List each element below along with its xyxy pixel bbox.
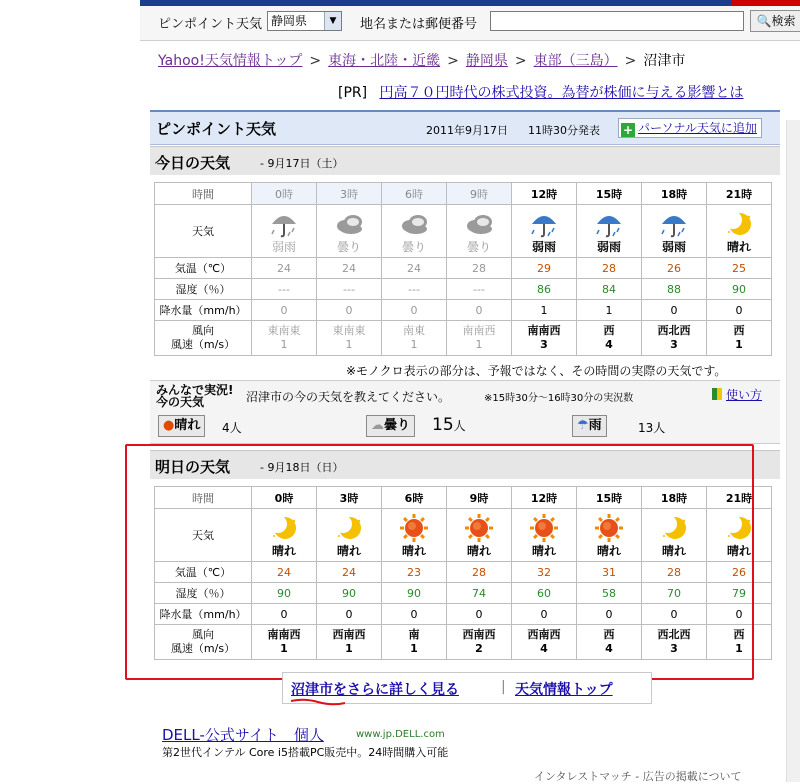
weather-top-link[interactable]: 天気情報トップ: [515, 682, 613, 698]
cloud-icon: ☁: [371, 418, 384, 433]
today-wind-speed-3: 1: [475, 338, 483, 351]
minna-title-line2: 今の天気: [156, 395, 205, 409]
tomorrow-weather-text-6: 晴れ: [661, 544, 686, 558]
today-wind-speed-4: 3: [540, 338, 548, 351]
today-wind-dir-0: 東南東: [267, 324, 301, 337]
today-humidity-0: ---: [252, 279, 317, 300]
today-humidity-7: 90: [707, 279, 772, 300]
temp-label: 気温（℃）: [155, 562, 252, 583]
breadcrumb-separator: >: [309, 53, 322, 69]
tomorrow-humidity-5: 58: [577, 583, 642, 604]
tomorrow-hour-1: 3時: [317, 487, 382, 509]
today-wind-7: [707, 321, 772, 356]
today-precip-7: 0: [707, 300, 772, 321]
today-hour-6: 18時: [642, 183, 707, 205]
today-section-header: [150, 146, 780, 175]
breadcrumb: [158, 50, 685, 70]
today-weather-text-5: 弱雨: [596, 240, 621, 254]
tomorrow-temp-4: 32: [512, 562, 577, 583]
today-weather-text-1: 曇り: [336, 240, 361, 254]
umbrella-icon: [269, 210, 299, 238]
today-precip-0: 0: [252, 300, 317, 321]
tomorrow-hour-4: 12時: [512, 487, 577, 509]
pr-link[interactable]: 円高７０円時代の株式投資。為替が株価に与える影響とは: [379, 85, 744, 101]
humidity-label: 湿度（％）: [155, 583, 252, 604]
today-wind-dir-7: 西: [733, 324, 745, 337]
today-wind-0: [252, 321, 317, 356]
weather-label: 天気: [155, 509, 252, 562]
ad-url: www.jp.DELL.com: [356, 729, 445, 740]
humidity-label: 湿度（％）: [155, 279, 252, 300]
today-weather-cell-3: [447, 205, 512, 258]
tomorrow-hour-7: 21時: [707, 487, 772, 509]
today-weather-cell-5: [577, 205, 642, 258]
today-weather-row: [155, 205, 772, 258]
announce-date: 2011年9月17日: [426, 124, 508, 137]
breadcrumb-yahoo-weather-top[interactable]: Yahoo!天気情報トップ: [158, 53, 303, 69]
links-separator: |: [501, 679, 506, 695]
howto-link[interactable]: [712, 386, 762, 403]
beginner-mark-icon: [712, 388, 722, 400]
today-temp-7: 25: [707, 258, 772, 279]
place-input[interactable]: [490, 11, 744, 31]
tomorrow-weather-text-1: 晴れ: [336, 544, 361, 558]
today-wind-1: [317, 321, 382, 356]
numazu-detail-link[interactable]: 沼津市をさらに詳しく見る: [291, 682, 459, 698]
today-weather-text-2: 曇り: [401, 240, 426, 254]
today-wind-dir-6: 西北西: [657, 324, 691, 337]
vote-sunny-count: 4人: [222, 421, 242, 435]
today-temp-6: 26: [642, 258, 707, 279]
tomorrow-temp-7: 26: [707, 562, 772, 583]
breadcrumb-tokai[interactable]: 東海・北陸・近畿: [328, 53, 441, 69]
pr-tag: [PR]: [338, 85, 368, 101]
breadcrumb-separator: >: [624, 53, 637, 69]
add-personal-weather-button[interactable]: [618, 118, 762, 138]
tomorrow-temp-1: 24: [317, 562, 382, 583]
today-wind-6: [642, 321, 707, 356]
today-hour-3: 9時: [447, 183, 512, 205]
cloud-icon: [399, 210, 429, 238]
tomorrow-wind-dir-6: 西北西: [657, 628, 691, 641]
red-annotation-box: [125, 444, 754, 680]
tomorrow-humidity-4: 60: [512, 583, 577, 604]
tomorrow-weather-text-0: 晴れ: [271, 544, 296, 558]
today-wind-speed-1: 1: [345, 338, 353, 351]
today-temp-2: 24: [382, 258, 447, 279]
today-temp-0: 24: [252, 258, 317, 279]
tomorrow-wind-dir-5: 西: [603, 628, 615, 641]
today-wind-row: [155, 321, 772, 356]
top-stripe: [140, 0, 800, 6]
today-weather-text-6: 弱雨: [661, 240, 686, 254]
today-precip-row: [155, 300, 772, 321]
interest-match-footer[interactable]: インタレストマッチ - 広告の掲載について: [534, 770, 742, 783]
tomorrow-humidity-1: 90: [317, 583, 382, 604]
pinpoint-title: ピンポイント天気: [156, 120, 277, 138]
tomorrow-wind-speed-2: 1: [410, 642, 418, 655]
today-humidity-5: 84: [577, 279, 642, 300]
umbrella-icon: [594, 210, 624, 238]
top-red-tab: [732, 0, 800, 6]
moon-icon: [724, 210, 754, 238]
tomorrow-wind-speed-0: 1: [280, 642, 288, 655]
pr-line: [338, 82, 744, 102]
cloud-icon: [334, 210, 364, 238]
today-weather-text-0: 弱雨: [271, 240, 296, 254]
vote-cloudy-button[interactable]: [366, 415, 415, 437]
today-wind-5: [577, 321, 642, 356]
precip-label: 降水量（mm/h）: [155, 300, 252, 321]
tomorrow-humidity-7: 79: [707, 583, 772, 604]
umbrella-icon: ☂: [577, 418, 589, 433]
breadcrumb-separator: >: [514, 53, 527, 69]
tomorrow-wind-speed-4: 4: [540, 642, 548, 655]
tomorrow-weather-text-7: 晴れ: [726, 544, 751, 558]
today-precip-1: 0: [317, 300, 382, 321]
today-title: 今日の天気: [155, 154, 231, 172]
today-weather-cell-1: [317, 205, 382, 258]
today-wind-2: [382, 321, 447, 356]
tomorrow-weather-text-3: 晴れ: [466, 544, 491, 558]
tomorrow-precip-2: 0: [382, 604, 447, 625]
sun-icon: ●: [163, 418, 175, 433]
tomorrow-hour-5: 15時: [577, 487, 642, 509]
today-wind-dir-5: 西: [603, 324, 615, 337]
tomorrow-humidity-3: 74: [447, 583, 512, 604]
tomorrow-humidity-2: 90: [382, 583, 447, 604]
tomorrow-wind-speed-7: 1: [735, 642, 743, 655]
minna-question: 沼津市の今の天気を教えてください。: [246, 390, 451, 404]
tomorrow-temp-6: 28: [642, 562, 707, 583]
minna-range: ※15時30分～16時30分の実況数: [484, 393, 634, 404]
search-button[interactable]: [750, 10, 800, 32]
vote-cloudy-number: 15: [432, 415, 454, 435]
weather-label: 天気: [155, 205, 252, 258]
today-wind-speed-7: 1: [735, 338, 743, 351]
breadcrumb-east[interactable]: 東部（三島）: [533, 53, 618, 69]
tomorrow-wind-speed-5: 4: [605, 642, 613, 655]
today-temp-3: 28: [447, 258, 512, 279]
add-personal-label: パーソナル天気に追加: [638, 121, 757, 135]
tomorrow-date: - 9月18日（日）: [260, 461, 344, 474]
today-humidity-2: ---: [382, 279, 447, 300]
today-wind-dir-3: 南南西: [462, 324, 496, 337]
today-weather-text-4: 弱雨: [531, 240, 556, 254]
today-weather-cell-7: [707, 205, 772, 258]
today-date: - 9月17日（土）: [260, 157, 344, 170]
tomorrow-wind-dir-2: 南: [408, 628, 420, 641]
red-annotation-squiggle: [290, 697, 346, 707]
tomorrow-hour-3: 9時: [447, 487, 512, 509]
wind-label: [155, 321, 252, 356]
today-humidity-6: 88: [642, 279, 707, 300]
search-button-label: 検索: [771, 14, 796, 28]
vote-cloudy-label: 曇り: [384, 418, 411, 433]
monochrome-note: ※モノクロ表示の部分は、予報ではなく、その時間の実際の天気です。: [346, 364, 727, 378]
tomorrow-wind-dir-4: 西南西: [527, 628, 561, 641]
wind-dir-label: 風向: [192, 324, 214, 337]
breadcrumb-current: 沼津市: [643, 53, 686, 69]
vote-cloudy-count: [432, 415, 466, 435]
today-hour-0: 0時: [252, 183, 317, 205]
tomorrow-precip-3: 0: [447, 604, 512, 625]
today-wind-dir-1: 東南東: [332, 324, 366, 337]
today-weather-cell-4: [512, 205, 577, 258]
tomorrow-precip-4: 0: [512, 604, 577, 625]
vote-cloudy-unit: 人: [453, 419, 466, 433]
today-humidity-1: ---: [317, 279, 382, 300]
minna-title: [156, 384, 233, 408]
breadcrumb-separator: >: [447, 53, 459, 69]
tomorrow-temp-0: 24: [252, 562, 317, 583]
today-temp-4: 29: [512, 258, 577, 279]
vote-sunny-button[interactable]: [158, 415, 205, 437]
search-icon: 🔍: [756, 14, 772, 28]
today-precip-2: 0: [382, 300, 447, 321]
today-wind-dir-4: 南南西: [527, 324, 561, 337]
umbrella-icon: [529, 210, 559, 238]
search-label: ピンポイント天気: [158, 17, 263, 32]
today-wind-speed-2: 1: [410, 338, 418, 351]
tomorrow-wind-speed-1: 1: [345, 642, 353, 655]
today-precip-5: 1: [577, 300, 642, 321]
tomorrow-precip-0: 0: [252, 604, 317, 625]
today-weather-cell-2: [382, 205, 447, 258]
today-humidity-row: [155, 279, 772, 300]
vote-sunny-label: 晴れ: [174, 418, 201, 433]
chevron-down-icon[interactable]: ▼: [324, 12, 341, 30]
time-label: 時間: [155, 487, 252, 509]
today-weather-text-7: 晴れ: [726, 240, 751, 254]
today-temp-row: [155, 258, 772, 279]
today-hour-4: 12時: [512, 183, 577, 205]
tomorrow-precip-5: 0: [577, 604, 642, 625]
wind-speed-label: 風速（m/s）: [170, 642, 236, 655]
tomorrow-humidity-0: 90: [252, 583, 317, 604]
vote-rain-button[interactable]: [572, 415, 607, 437]
today-hour-7: 21時: [707, 183, 772, 205]
tomorrow-title: 明日の天気: [155, 458, 231, 476]
today-temp-5: 28: [577, 258, 642, 279]
today-weather-cell-6: [642, 205, 707, 258]
place-label: 地名または郵便番号: [360, 17, 478, 32]
vote-rain-label: 雨: [588, 418, 602, 433]
precip-label: 降水量（mm/h）: [155, 604, 252, 625]
breadcrumb-shizuoka[interactable]: 静岡県: [465, 53, 508, 69]
tomorrow-temp-5: 31: [577, 562, 642, 583]
tomorrow-humidity-6: 70: [642, 583, 707, 604]
today-precip-4: 1: [512, 300, 577, 321]
today-time-row: [155, 183, 772, 205]
time-label: 時間: [155, 183, 252, 205]
today-wind-speed-0: 1: [280, 338, 288, 351]
plus-icon: +: [622, 123, 634, 137]
wind-dir-label: 風向: [192, 628, 214, 641]
announce-time: 11時30分発表: [528, 124, 600, 137]
today-hour-1: 3時: [317, 183, 382, 205]
today-weather-cell-0: [252, 205, 317, 258]
tomorrow-wind-speed-6: 3: [670, 642, 678, 655]
tomorrow-temp-2: 23: [382, 562, 447, 583]
tomorrow-weather-text-5: 晴れ: [596, 544, 621, 558]
tomorrow-wind-dir-7: 西: [733, 628, 745, 641]
today-humidity-4: 86: [512, 279, 577, 300]
tomorrow-weather-text-4: 晴れ: [531, 544, 556, 558]
tomorrow-temp-3: 28: [447, 562, 512, 583]
search-bar: [140, 0, 800, 41]
today-humidity-3: ---: [447, 279, 512, 300]
today-wind-dir-2: 南東: [403, 324, 425, 337]
prefecture-value: 静岡県: [271, 14, 308, 28]
tomorrow-precip-1: 0: [317, 604, 382, 625]
minna-jikkyo-panel: [150, 380, 780, 444]
right-sidebar-strip: [786, 120, 800, 782]
tomorrow-weather-text-2: 晴れ: [401, 544, 426, 558]
today-precip-6: 0: [642, 300, 707, 321]
today-weather-table: [154, 182, 772, 356]
ad-description: 第2世代インテル Core i5搭載PC販売中。24時間購入可能: [162, 746, 449, 759]
minna-title-line1: みんなで実況!: [156, 383, 234, 397]
howto-label: 使い方: [726, 388, 763, 402]
today-wind-speed-6: 3: [670, 338, 678, 351]
tomorrow-wind-dir-3: 西南西: [462, 628, 496, 641]
today-precip-3: 0: [447, 300, 512, 321]
ad-title-link[interactable]: DELL-公式サイト 個人: [162, 726, 324, 744]
tomorrow-wind-dir-0: 南南西: [267, 628, 301, 641]
tomorrow-hour-6: 18時: [642, 487, 707, 509]
temp-label: 気温（℃）: [155, 258, 252, 279]
tomorrow-wind-speed-3: 2: [475, 642, 483, 655]
pinpoint-header: [150, 110, 780, 145]
today-hour-5: 15時: [577, 183, 642, 205]
cloud-icon: [464, 210, 494, 238]
umbrella-icon: [659, 210, 689, 238]
tomorrow-wind-dir-1: 西南西: [332, 628, 366, 641]
today-wind-speed-5: 4: [605, 338, 613, 351]
vote-rain-count: 13人: [638, 421, 666, 435]
today-hour-2: 6時: [382, 183, 447, 205]
today-weather-text-3: 曇り: [466, 240, 491, 254]
today-temp-1: 24: [317, 258, 382, 279]
tomorrow-hour-0: 0時: [252, 487, 317, 509]
today-wind-4: [512, 321, 577, 356]
prefecture-select[interactable]: [267, 11, 342, 31]
today-wind-3: [447, 321, 512, 356]
tomorrow-precip-6: 0: [642, 604, 707, 625]
wind-speed-label: 風速（m/s）: [170, 338, 236, 351]
tomorrow-hour-2: 6時: [382, 487, 447, 509]
tomorrow-precip-7: 0: [707, 604, 772, 625]
